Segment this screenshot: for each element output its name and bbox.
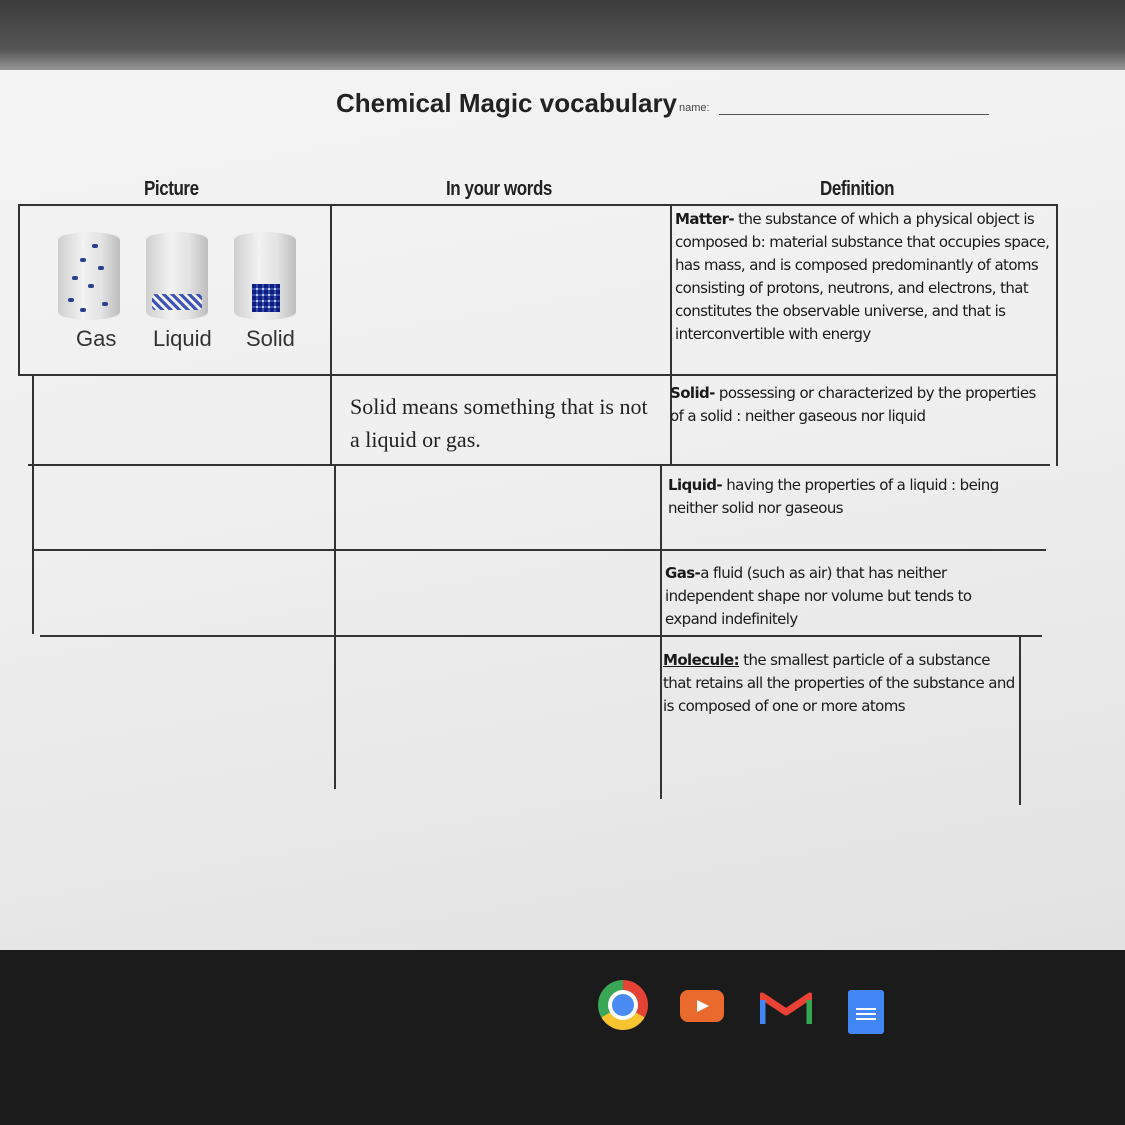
definition-text: a fluid (such as air) that has neither independent shape nor volume but tends to expand indefinitely xyxy=(665,564,972,628)
header-picture: Picture xyxy=(144,178,199,200)
liquid-label: Liquid xyxy=(153,326,212,351)
definition-text: having the properties of a liquid : being neither solid nor gaseous xyxy=(668,476,999,517)
table-border-left xyxy=(18,204,20,376)
definition-gas xyxy=(665,562,1025,631)
table-border-top xyxy=(18,204,1058,206)
table-border-right xyxy=(1019,635,1021,805)
gas-label: Gas xyxy=(76,326,117,351)
solid-beaker-image xyxy=(234,232,296,320)
definition-text: the substance of which a physical object is composed b: material substance that occupies space, has mass, and is composed predominantly of atoms consisting of protons, neutrons, and electrons, that constitutes the observable universe, and that is interconvertible with energy xyxy=(675,210,1050,343)
row-divider xyxy=(20,374,1056,376)
header-in-your-words: In your words xyxy=(446,178,552,200)
definition-molecule xyxy=(663,649,1018,718)
row-divider xyxy=(34,549,1046,551)
definition-matter xyxy=(675,208,1055,346)
your-words-solid[interactable]: Solid means something that is not a liquid or gas. xyxy=(350,394,648,452)
term-solid: Solid- xyxy=(670,384,715,402)
definition-text: the smallest particle of a substance that retains all the properties of the substance and is composed of one or more atoms xyxy=(663,651,1015,715)
column-divider xyxy=(330,204,332,464)
term-molecule: Molecule: xyxy=(663,651,740,669)
name-label: name: xyxy=(679,102,710,114)
gmail-icon[interactable] xyxy=(760,990,812,1026)
row-divider xyxy=(40,635,1042,637)
solid-label: Solid xyxy=(246,326,295,351)
column-divider xyxy=(660,464,662,799)
document-title: Chemical Magic vocabulary xyxy=(336,88,678,118)
monitor-bezel xyxy=(0,950,1125,1125)
table-border-right xyxy=(1056,204,1058,466)
name-field[interactable] xyxy=(719,114,989,115)
definition-text: possessing or characterized by the properties of a solid : neither gaseous nor liquid xyxy=(670,384,1036,425)
term-matter: Matter- xyxy=(675,210,734,228)
header-definition: Definition xyxy=(820,178,895,200)
term-liquid: Liquid- xyxy=(668,476,723,494)
liquid-beaker-image xyxy=(146,232,208,320)
column-divider xyxy=(334,464,336,789)
table-border-left xyxy=(32,374,34,634)
row-divider xyxy=(28,464,1050,466)
gas-beaker-image xyxy=(58,232,120,320)
definition-solid xyxy=(670,382,1048,428)
docs-icon[interactable] xyxy=(848,990,884,1034)
term-gas: Gas- xyxy=(665,564,701,582)
definition-liquid xyxy=(668,474,1038,520)
worksheet-document xyxy=(14,82,1114,932)
chrome-icon[interactable] xyxy=(598,980,648,1030)
youtube-icon[interactable] xyxy=(680,990,724,1022)
